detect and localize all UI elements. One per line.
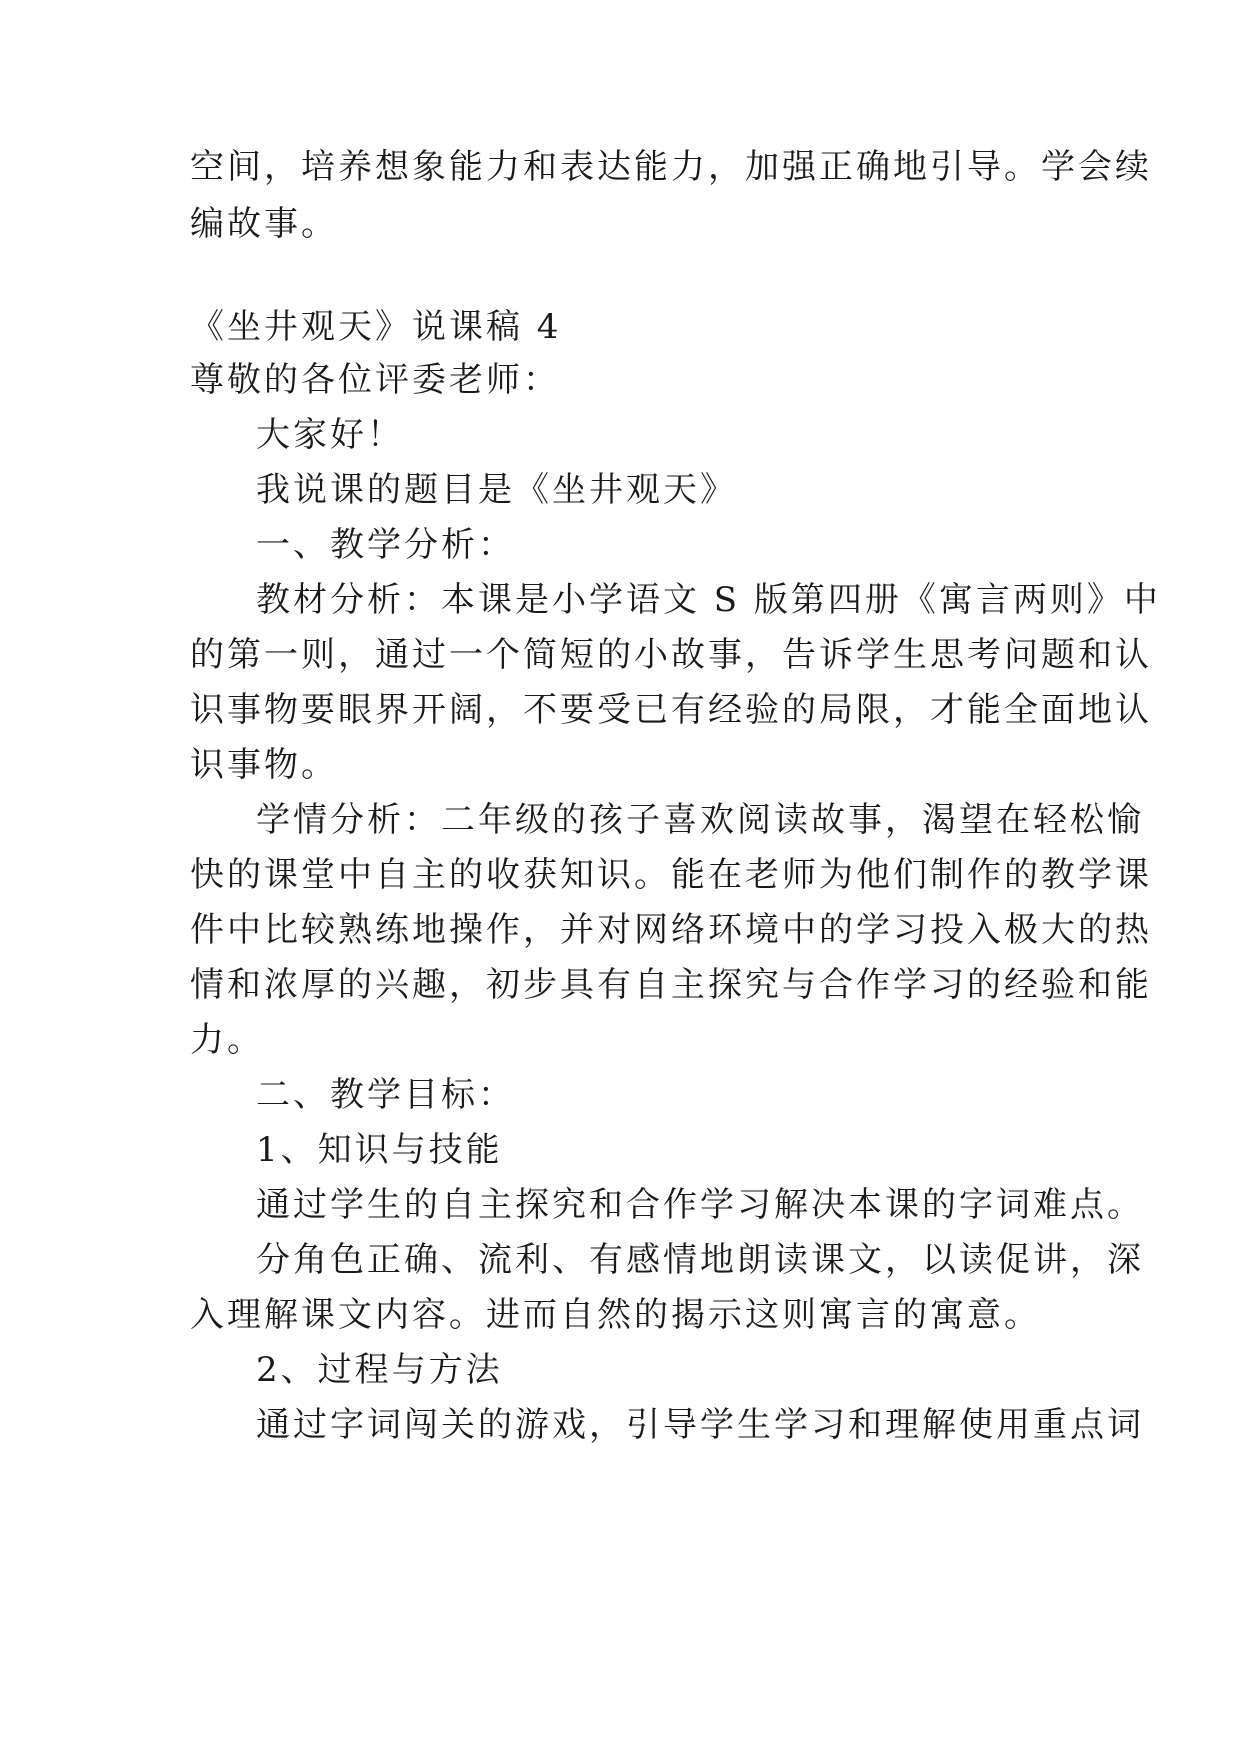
subheading-process-methods: 2、过程与方法 (256, 1350, 503, 1390)
paragraph-line: 学情分析：二年级的孩子喜欢阅读故事，渴望在轻松愉 (256, 800, 1144, 840)
paragraph-line: 力。 (190, 1020, 264, 1060)
greeting: 大家好！ (256, 415, 404, 455)
paragraph-line: 我说课的题目是《坐井观天》 (256, 470, 737, 510)
paragraph-line: 件中比较熟练地操作，并对网络环境中的学习投入极大的热 (190, 910, 1152, 950)
section-title: 《坐井观天》说课稿 4 (190, 307, 562, 347)
paragraph-line: 教材分析：本课是小学语文 S 版第四册《寓言两则》中 (256, 580, 1161, 620)
paragraph-line: 空间，培养想象能力和表达能力，加强正确地引导。学会续 (190, 147, 1152, 187)
paragraph-line: 识事物。 (190, 745, 338, 785)
paragraph-line: 通过学生的自主探究和合作学习解决本课的字词难点。 (256, 1185, 1144, 1225)
salutation: 尊敬的各位评委老师： (190, 360, 560, 400)
paragraph-line: 快的课堂中自主的收获知识。能在老师为他们制作的教学课 (190, 855, 1152, 895)
paragraph-line: 的第一则，通过一个简短的小故事，告诉学生思考问题和认 (190, 635, 1152, 675)
paragraph-line: 情和浓厚的兴趣，初步具有自主探究与合作学习的经验和能 (190, 965, 1152, 1005)
paragraph-line: 分角色正确、流利、有感情地朗读课文，以读促讲，深 (256, 1240, 1144, 1280)
paragraph-line: 编故事。 (190, 204, 338, 244)
paragraph-line: 入理解课文内容。进而自然的揭示这则寓言的寓意。 (190, 1295, 1041, 1335)
paragraph-line: 识事物要眼界开阔，不要受已有经验的局限，才能全面地认 (190, 690, 1152, 730)
subheading-knowledge-skills: 1、知识与技能 (256, 1130, 503, 1170)
heading-teaching-analysis: 一、教学分析： (256, 525, 515, 565)
paragraph-line: 通过字词闯关的游戏，引导学生学习和理解使用重点词 (256, 1405, 1144, 1445)
heading-teaching-goals: 二、教学目标： (256, 1075, 515, 1115)
